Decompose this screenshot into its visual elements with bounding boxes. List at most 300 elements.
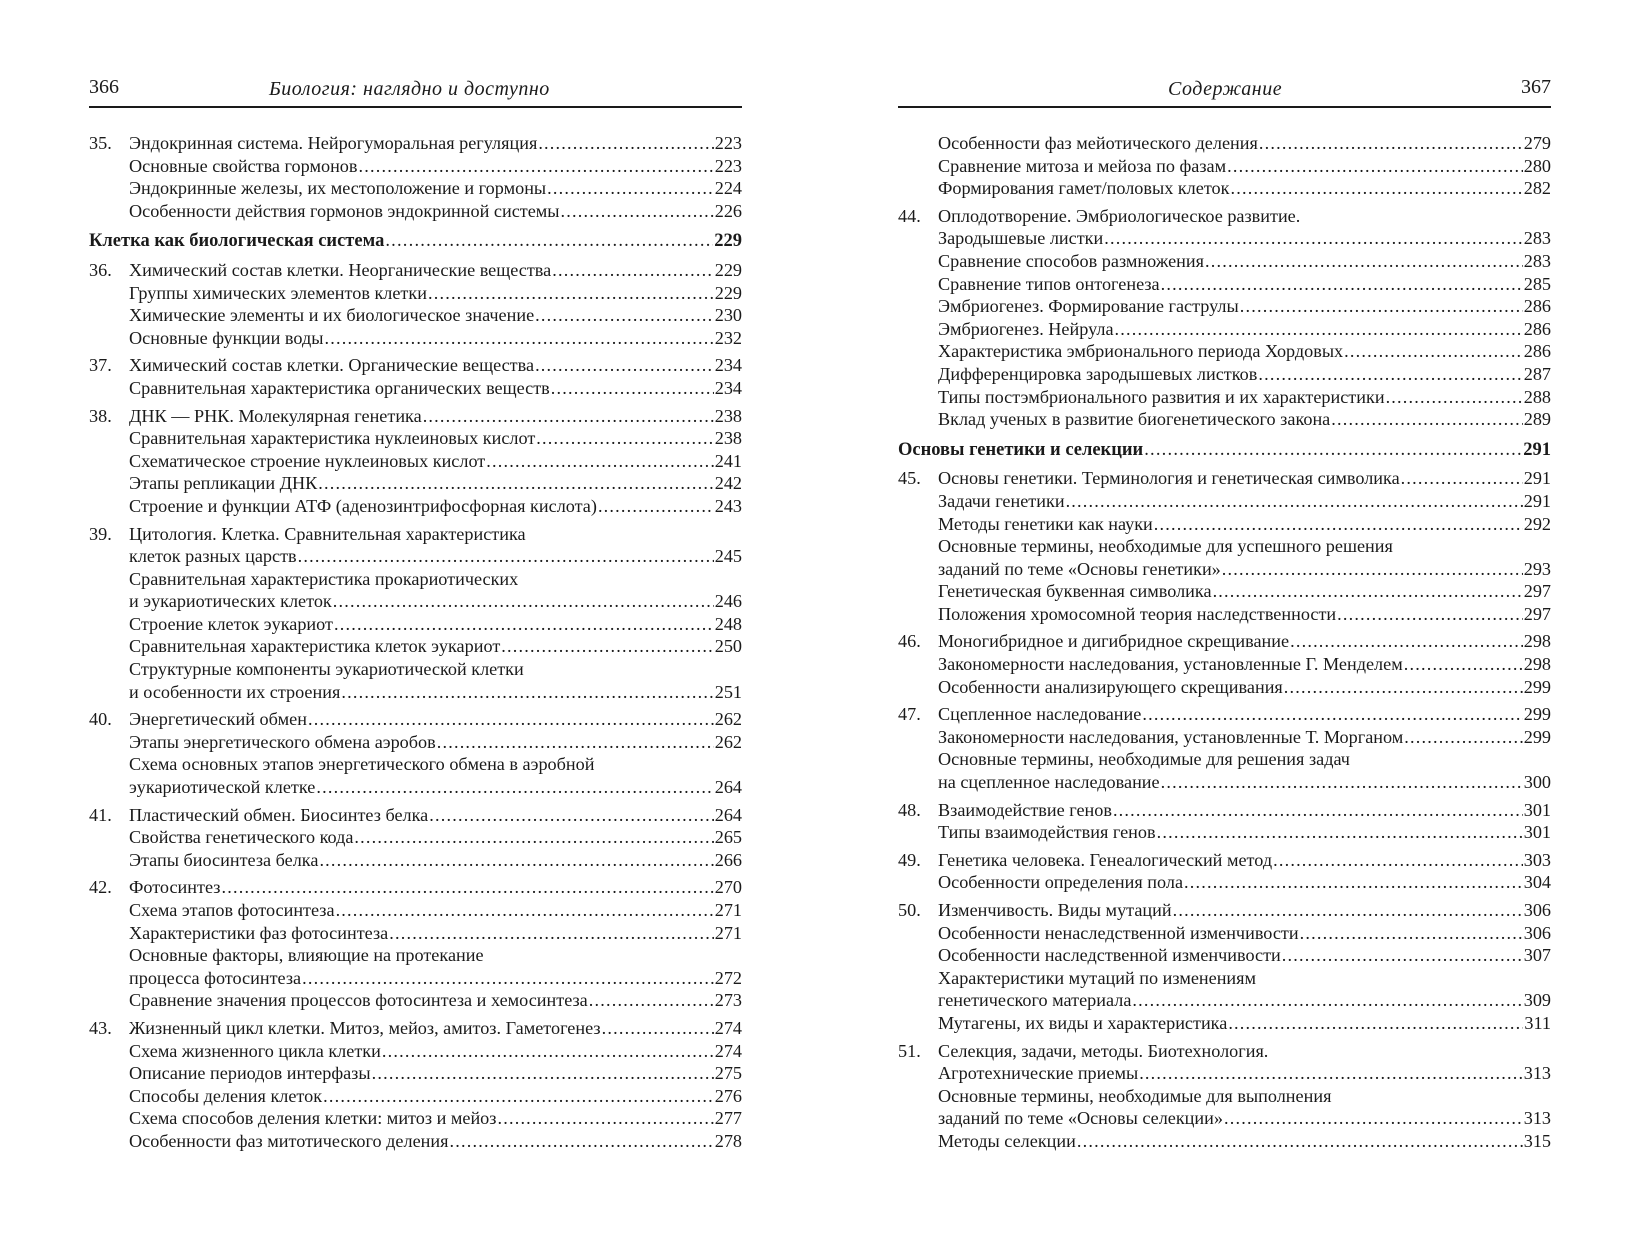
entry-page-number: 265 bbox=[714, 827, 742, 848]
toc-subentry bbox=[89, 472, 742, 495]
entry-title: Дифференцировка зародышевых листков bbox=[938, 363, 1258, 384]
toc-section-heading bbox=[898, 439, 1551, 462]
entry-title: Этапы энергетического обмена аэробов bbox=[129, 731, 436, 752]
entry-title: эукариотической клетке bbox=[129, 777, 316, 798]
dot-leader bbox=[1337, 603, 1523, 626]
right-page-header bbox=[898, 76, 1551, 108]
dot-leader bbox=[334, 613, 714, 636]
entry-title: заданий по теме «Основы генетики» bbox=[938, 558, 1221, 579]
dot-leader bbox=[428, 282, 714, 305]
entry-page-number: 229 bbox=[714, 282, 742, 303]
entry-page-number: 285 bbox=[1523, 273, 1551, 294]
entry-page-number: 271 bbox=[714, 900, 742, 920]
toc-subentry bbox=[89, 568, 742, 591]
toc-subentry bbox=[898, 535, 1551, 558]
entry-title: Схема жизненного цикла клетки bbox=[129, 1040, 381, 1061]
toc-subentry bbox=[89, 681, 742, 704]
entry-title: заданий по теме «Основы селекции» bbox=[938, 1108, 1223, 1129]
dot-leader bbox=[535, 304, 714, 327]
entry-page-number: 248 bbox=[714, 613, 742, 634]
dot-leader bbox=[1401, 467, 1523, 490]
toc-subentry bbox=[898, 155, 1551, 178]
entry-page-number: 282 bbox=[1523, 178, 1551, 199]
dot-leader bbox=[333, 590, 714, 613]
entry-page-number: 229 bbox=[714, 231, 742, 252]
chapter-number: 44. bbox=[898, 205, 921, 226]
entry-title: Методы селекции bbox=[938, 1130, 1076, 1151]
entry-title: Основные термины, необходимые для выполнения bbox=[938, 1085, 1332, 1106]
entry-page-number: 276 bbox=[714, 1085, 742, 1106]
toc-chapter-entry bbox=[89, 876, 742, 899]
dot-leader bbox=[1154, 513, 1523, 536]
entry-title: генетического материала bbox=[938, 990, 1132, 1011]
toc-subentry bbox=[898, 340, 1551, 363]
dot-leader bbox=[561, 200, 714, 223]
dot-leader bbox=[1066, 490, 1523, 513]
entry-page-number: 273 bbox=[714, 990, 742, 1011]
toc-subentry bbox=[89, 1107, 742, 1130]
entry-title: Оплодотворение. Эмбриологическое развитие. bbox=[938, 205, 1301, 226]
entry-title: Сравнение митоза и мейоза по фазам bbox=[938, 155, 1227, 176]
toc-subentry bbox=[898, 558, 1551, 581]
toc-subentry bbox=[898, 273, 1551, 296]
entry-page-number: 230 bbox=[714, 305, 742, 326]
entry-title: Особенности фаз мейотического деления bbox=[938, 133, 1258, 153]
dot-leader bbox=[1142, 703, 1522, 726]
entry-page-number: 251 bbox=[714, 681, 742, 702]
entry-title: Схематическое строение нуклеиновых кислот bbox=[129, 450, 486, 471]
dot-leader bbox=[1300, 922, 1523, 945]
entry-page-number: 262 bbox=[714, 709, 742, 730]
entry-title: Особенности анализирующего скрещивания bbox=[938, 676, 1283, 697]
toc-subentry bbox=[898, 1062, 1551, 1085]
toc-subentry bbox=[89, 613, 742, 636]
entry-page-number: 229 bbox=[714, 259, 742, 280]
toc-chapter-entry bbox=[898, 630, 1551, 653]
chapter-number: 41. bbox=[89, 804, 112, 825]
entry-page-number: 298 bbox=[1523, 654, 1551, 675]
toc-subentry bbox=[898, 944, 1551, 967]
dot-leader bbox=[547, 177, 714, 200]
toc-subentry bbox=[898, 1107, 1551, 1130]
toc-subentry bbox=[898, 250, 1551, 273]
toc-subentry bbox=[89, 590, 742, 613]
entry-page-number: 299 bbox=[1523, 676, 1551, 697]
entry-title: Типы взаимодействия генов bbox=[938, 822, 1156, 843]
entry-title: Основы генетики и селекции bbox=[898, 439, 1144, 460]
dot-leader bbox=[497, 1107, 713, 1130]
entry-title: Основные факторы, влияющие на протекание bbox=[129, 945, 484, 966]
entry-page-number: 301 bbox=[1523, 799, 1551, 820]
entry-page-number: 226 bbox=[714, 200, 742, 221]
dot-leader bbox=[1344, 340, 1523, 363]
dot-leader bbox=[1077, 1130, 1523, 1153]
dot-leader bbox=[538, 132, 713, 155]
chapter-number: 43. bbox=[89, 1017, 112, 1038]
entry-page-number: 297 bbox=[1523, 581, 1551, 602]
dot-leader bbox=[535, 354, 714, 377]
toc-subentry bbox=[89, 304, 742, 327]
entry-title: Химические элементы и их биологическое значение bbox=[129, 305, 535, 326]
entry-title: Схема способов деления клетки: митоз и мейоз bbox=[129, 1108, 497, 1129]
dot-leader bbox=[1113, 799, 1523, 822]
toc-subentry bbox=[898, 513, 1551, 536]
entry-title: Положения хромосомной теория наследственности bbox=[938, 603, 1337, 624]
dot-leader bbox=[1273, 849, 1523, 872]
entry-page-number: 277 bbox=[714, 1108, 742, 1129]
dot-leader bbox=[1132, 989, 1522, 1012]
dot-leader bbox=[552, 259, 713, 282]
entry-title: клеток разных царств bbox=[129, 546, 297, 567]
dot-leader bbox=[1213, 580, 1523, 603]
toc-subentry bbox=[898, 318, 1551, 341]
entry-title: Особенности действия гормонов эндокринной системы bbox=[129, 200, 560, 221]
toc-subentry bbox=[89, 200, 742, 223]
chapter-number: 38. bbox=[89, 405, 112, 426]
dot-leader bbox=[1404, 726, 1522, 749]
entry-page-number: 283 bbox=[1523, 228, 1551, 249]
left-page-header bbox=[89, 76, 742, 108]
table-of-contents-left bbox=[89, 132, 742, 1153]
dot-leader bbox=[1161, 273, 1523, 296]
dot-leader bbox=[429, 804, 713, 827]
entry-page-number: 270 bbox=[714, 877, 742, 898]
toc-subentry bbox=[89, 731, 742, 754]
entry-page-number: 283 bbox=[1523, 250, 1551, 271]
entry-page-number: 313 bbox=[1523, 1063, 1551, 1084]
entry-title: Основные функции воды bbox=[129, 327, 324, 348]
entry-title: Особенности фаз митотического деления bbox=[129, 1130, 449, 1151]
entry-title: Методы генетики как науки bbox=[938, 513, 1153, 534]
dot-leader bbox=[302, 967, 714, 990]
dot-leader bbox=[1258, 363, 1522, 386]
entry-title: Эмбриогенез. Формирование гаструлы bbox=[938, 296, 1239, 317]
entry-title: Вклад ученых в развитие биогенетического закона bbox=[938, 409, 1331, 430]
entry-page-number: 266 bbox=[714, 849, 742, 870]
entry-page-number: 313 bbox=[1523, 1108, 1551, 1129]
chapter-number: 51. bbox=[898, 1040, 921, 1061]
dot-leader bbox=[1104, 227, 1522, 250]
toc-subentry bbox=[898, 227, 1551, 250]
entry-page-number: 289 bbox=[1523, 409, 1551, 430]
toc-chapter-entry bbox=[898, 467, 1551, 490]
toc-subentry bbox=[89, 1085, 742, 1108]
toc-subentry bbox=[898, 295, 1551, 318]
chapter-number: 37. bbox=[89, 355, 112, 376]
dot-leader bbox=[1228, 1012, 1523, 1035]
dot-leader bbox=[501, 635, 713, 658]
page-number: 367 bbox=[1521, 76, 1551, 98]
entry-page-number: 315 bbox=[1523, 1130, 1551, 1151]
entry-title: Формирования гамет/половых клеток bbox=[938, 178, 1230, 199]
toc-chapter-entry bbox=[89, 1017, 742, 1040]
toc-chapter-entry bbox=[89, 405, 742, 428]
dot-leader bbox=[316, 776, 713, 799]
dot-leader bbox=[358, 155, 713, 178]
toc-subentry bbox=[89, 1062, 742, 1085]
entry-title: Характеристики фаз фотосинтеза bbox=[129, 922, 389, 943]
toc-subentry bbox=[898, 363, 1551, 386]
toc-subentry bbox=[89, 826, 742, 849]
entry-title: Химический состав клетки. Неорганические вещества bbox=[129, 259, 552, 280]
table-of-contents-right bbox=[898, 132, 1551, 1153]
dot-leader bbox=[323, 1085, 714, 1108]
entry-title: Закономерности наследования, установленные Т. Морганом bbox=[938, 726, 1404, 747]
entry-page-number: 286 bbox=[1523, 318, 1551, 339]
entry-page-number: 306 bbox=[1523, 900, 1551, 920]
dot-leader bbox=[437, 731, 714, 754]
chapter-number: 50. bbox=[898, 900, 921, 920]
toc-chapter-entry bbox=[898, 205, 1551, 228]
dot-leader bbox=[423, 405, 714, 428]
entry-title: Основные термины, необходимые для решения задач bbox=[938, 749, 1350, 770]
entry-title: Свойства генетического кода bbox=[129, 827, 354, 848]
dot-leader bbox=[1259, 132, 1523, 155]
toc-subentry bbox=[898, 386, 1551, 409]
chapter-number: 39. bbox=[89, 523, 112, 544]
toc-subentry bbox=[89, 495, 742, 518]
entry-page-number: 223 bbox=[714, 155, 742, 176]
toc-subentry bbox=[898, 603, 1551, 626]
toc-chapter-entry bbox=[89, 523, 742, 546]
entry-page-number: 238 bbox=[714, 428, 742, 449]
entry-page-number: 286 bbox=[1523, 341, 1551, 362]
entry-page-number: 272 bbox=[714, 967, 742, 988]
toc-subentry bbox=[89, 899, 742, 922]
entry-page-number: 291 bbox=[1523, 490, 1551, 511]
dot-leader bbox=[1222, 558, 1523, 581]
toc-subentry bbox=[89, 658, 742, 681]
toc-subentry bbox=[89, 776, 742, 799]
dot-leader bbox=[449, 1130, 713, 1153]
entry-page-number: 297 bbox=[1523, 603, 1551, 624]
toc-subentry bbox=[898, 408, 1551, 431]
chapter-number: 36. bbox=[89, 259, 112, 280]
dot-leader bbox=[354, 826, 713, 849]
running-title: Содержание bbox=[1168, 78, 1283, 100]
entry-title: Сравнение типов онтогенеза bbox=[938, 273, 1160, 294]
entry-title: Описание периодов интерфазы bbox=[129, 1063, 371, 1084]
toc-subentry bbox=[898, 821, 1551, 844]
toc-subentry bbox=[89, 155, 742, 178]
entry-page-number: 306 bbox=[1523, 922, 1551, 943]
dot-leader bbox=[1224, 1107, 1523, 1130]
toc-section-heading bbox=[89, 230, 742, 253]
toc-subentry bbox=[89, 450, 742, 473]
entry-page-number: 264 bbox=[714, 804, 742, 825]
toc-subentry bbox=[89, 177, 742, 200]
entry-page-number: 309 bbox=[1523, 990, 1551, 1011]
entry-page-number: 271 bbox=[714, 922, 742, 943]
entry-title: Пластический обмен. Биосинтез белка bbox=[129, 804, 429, 825]
toc-subentry bbox=[89, 635, 742, 658]
entry-title: Клетка как биологическая система bbox=[89, 231, 385, 252]
entry-title: Характеристики мутаций по изменениям bbox=[938, 967, 1257, 988]
entry-page-number: 250 bbox=[714, 636, 742, 657]
toc-chapter-entry bbox=[898, 849, 1551, 872]
entry-title: Генетическая буквенная символика bbox=[938, 581, 1212, 602]
entry-title: Схема этапов фотосинтеза bbox=[129, 900, 335, 920]
dot-leader bbox=[389, 922, 714, 945]
entry-title: Зародышевые листки bbox=[938, 228, 1104, 249]
chapter-number: 46. bbox=[898, 631, 921, 652]
dot-leader bbox=[308, 708, 714, 731]
entry-page-number: 275 bbox=[714, 1063, 742, 1084]
entry-title: Основы генетики. Терминология и генетическая символика bbox=[938, 468, 1400, 489]
dot-leader bbox=[1240, 295, 1523, 318]
dot-leader bbox=[1157, 821, 1523, 844]
toc-chapter-entry bbox=[89, 259, 742, 282]
entry-page-number: 264 bbox=[714, 777, 742, 798]
toc-chapter-entry bbox=[89, 354, 742, 377]
entry-page-number: 293 bbox=[1523, 558, 1551, 579]
dot-leader bbox=[318, 472, 713, 495]
entry-title: Агротехнические приемы bbox=[938, 1063, 1139, 1084]
entry-page-number: 274 bbox=[714, 1040, 742, 1061]
entry-page-number: 288 bbox=[1523, 386, 1551, 407]
entry-title: Цитология. Клетка. Сравнительная характеристика bbox=[129, 523, 526, 544]
entry-page-number: 241 bbox=[714, 450, 742, 471]
toc-subentry bbox=[89, 922, 742, 945]
dot-leader bbox=[536, 427, 713, 450]
entry-page-number: 299 bbox=[1523, 726, 1551, 747]
dot-leader bbox=[1161, 771, 1523, 794]
entry-page-number: 243 bbox=[714, 495, 742, 516]
toc-chapter-entry bbox=[89, 804, 742, 827]
dot-leader bbox=[598, 495, 714, 518]
dot-leader bbox=[1290, 630, 1523, 653]
toc-subentry bbox=[89, 545, 742, 568]
dot-leader bbox=[341, 681, 713, 704]
entry-title: Способы деления клеток bbox=[129, 1085, 323, 1106]
entry-title: Эндокринная система. Нейрогуморальная регуляция bbox=[129, 133, 538, 153]
entry-title: Сравнительная характеристика клеток эукариот bbox=[129, 636, 501, 657]
toc-subentry bbox=[89, 849, 742, 872]
entry-page-number: 298 bbox=[1523, 631, 1551, 652]
toc-subentry bbox=[898, 676, 1551, 699]
toc-subentry bbox=[898, 748, 1551, 771]
entry-title: на сцепленное наследование bbox=[938, 772, 1160, 793]
dot-leader bbox=[221, 876, 713, 899]
dot-leader bbox=[1331, 408, 1522, 431]
toc-subentry bbox=[898, 580, 1551, 603]
dot-leader bbox=[1282, 944, 1523, 967]
entry-title: Этапы репликации ДНК bbox=[129, 473, 318, 494]
entry-title: ДНК — РНК. Молекулярная генетика bbox=[129, 405, 422, 426]
dot-leader bbox=[486, 450, 713, 473]
entry-title: Схема основных этапов энергетического обмена в аэробной bbox=[129, 754, 595, 775]
entry-page-number: 286 bbox=[1523, 296, 1551, 317]
entry-title: Типы постэмбрионального развития и их характеристики bbox=[938, 386, 1385, 407]
toc-subentry bbox=[898, 726, 1551, 749]
entry-page-number: 291 bbox=[1523, 439, 1551, 460]
entry-title: Моногибридное и дигибридное скрещивание bbox=[938, 631, 1290, 652]
chapter-number: 49. bbox=[898, 849, 921, 870]
entry-page-number: 224 bbox=[714, 178, 742, 199]
entry-title: Сравнение способов размножения bbox=[938, 250, 1204, 271]
entry-title: Эндокринные железы, их местоположение и гормоны bbox=[129, 178, 547, 199]
chapter-number: 42. bbox=[89, 877, 112, 898]
entry-page-number: 242 bbox=[714, 473, 742, 494]
dot-leader bbox=[1386, 386, 1523, 409]
entry-title: Взаимодействие генов bbox=[938, 799, 1112, 820]
toc-subentry bbox=[89, 427, 742, 450]
toc-chapter-entry bbox=[898, 799, 1551, 822]
dot-leader bbox=[324, 327, 713, 350]
toc-subentry bbox=[898, 989, 1551, 1012]
toc-subentry bbox=[89, 753, 742, 776]
toc-subentry bbox=[898, 1012, 1551, 1035]
entry-title: Строение клеток эукариот bbox=[129, 613, 333, 634]
toc-subentry bbox=[89, 327, 742, 350]
entry-page-number: 307 bbox=[1523, 945, 1551, 966]
entry-title: Сцепленное наследование bbox=[938, 704, 1142, 725]
toc-subentry bbox=[898, 490, 1551, 513]
entry-page-number: 300 bbox=[1523, 772, 1551, 793]
toc-subentry bbox=[898, 922, 1551, 945]
toc-chapter-entry bbox=[898, 1040, 1551, 1063]
entry-title: Характеристика эмбрионального периода Хордовых bbox=[938, 341, 1344, 362]
entry-title: Особенности наследственной изменчивости bbox=[938, 945, 1281, 966]
page-number: 366 bbox=[89, 76, 119, 98]
entry-page-number: 301 bbox=[1523, 822, 1551, 843]
dot-leader bbox=[1173, 899, 1523, 922]
dot-leader bbox=[1284, 676, 1523, 699]
toc-subentry bbox=[898, 1130, 1551, 1153]
entry-page-number: 245 bbox=[714, 546, 742, 567]
entry-title: Фотосинтез bbox=[129, 877, 221, 898]
entry-page-number: 291 bbox=[1523, 468, 1551, 489]
chapter-number: 45. bbox=[898, 468, 921, 489]
dot-leader bbox=[382, 1040, 714, 1063]
entry-page-number: 246 bbox=[714, 591, 742, 612]
entry-page-number: 303 bbox=[1523, 849, 1551, 870]
entry-title: Особенности определения пола bbox=[938, 872, 1184, 893]
entry-page-number: 311 bbox=[1524, 1012, 1551, 1033]
entry-page-number: 278 bbox=[714, 1130, 742, 1151]
entry-page-number: 279 bbox=[1523, 133, 1551, 153]
chapter-number: 40. bbox=[89, 709, 112, 730]
entry-page-number: 238 bbox=[714, 405, 742, 426]
toc-subentry bbox=[89, 967, 742, 990]
toc-subentry bbox=[898, 653, 1551, 676]
toc-subentry bbox=[898, 177, 1551, 200]
entry-page-number: 234 bbox=[714, 377, 742, 398]
entry-page-number: 232 bbox=[714, 327, 742, 348]
entry-title: Основные термины, необходимые для успешного решения bbox=[938, 536, 1393, 557]
toc-subentry bbox=[898, 967, 1551, 990]
chapter-number: 47. bbox=[898, 704, 921, 725]
entry-page-number: 304 bbox=[1523, 872, 1551, 893]
entry-title: Изменчивость. Виды мутаций bbox=[938, 900, 1172, 920]
entry-title: Задачи генетики bbox=[938, 490, 1065, 511]
entry-title: Сравнительная характеристика органических веществ bbox=[129, 377, 550, 398]
entry-page-number: 223 bbox=[714, 133, 742, 153]
entry-title: и особенности их строения bbox=[129, 681, 341, 702]
dot-leader bbox=[1144, 439, 1522, 462]
entry-title: Сравнение значения процессов фотосинтеза и хемосинтеза bbox=[129, 990, 588, 1011]
entry-title: Основные свойства гормонов bbox=[129, 155, 358, 176]
entry-title: Мутагены, их виды и характеристика bbox=[938, 1012, 1228, 1033]
dot-leader bbox=[1230, 177, 1522, 200]
toc-chapter-entry bbox=[89, 132, 742, 155]
entry-page-number: 299 bbox=[1523, 704, 1551, 725]
dot-leader bbox=[298, 545, 714, 568]
toc-chapter-entry bbox=[898, 703, 1551, 726]
dot-leader bbox=[589, 989, 714, 1012]
dot-leader bbox=[336, 899, 714, 922]
dot-leader bbox=[319, 849, 713, 872]
